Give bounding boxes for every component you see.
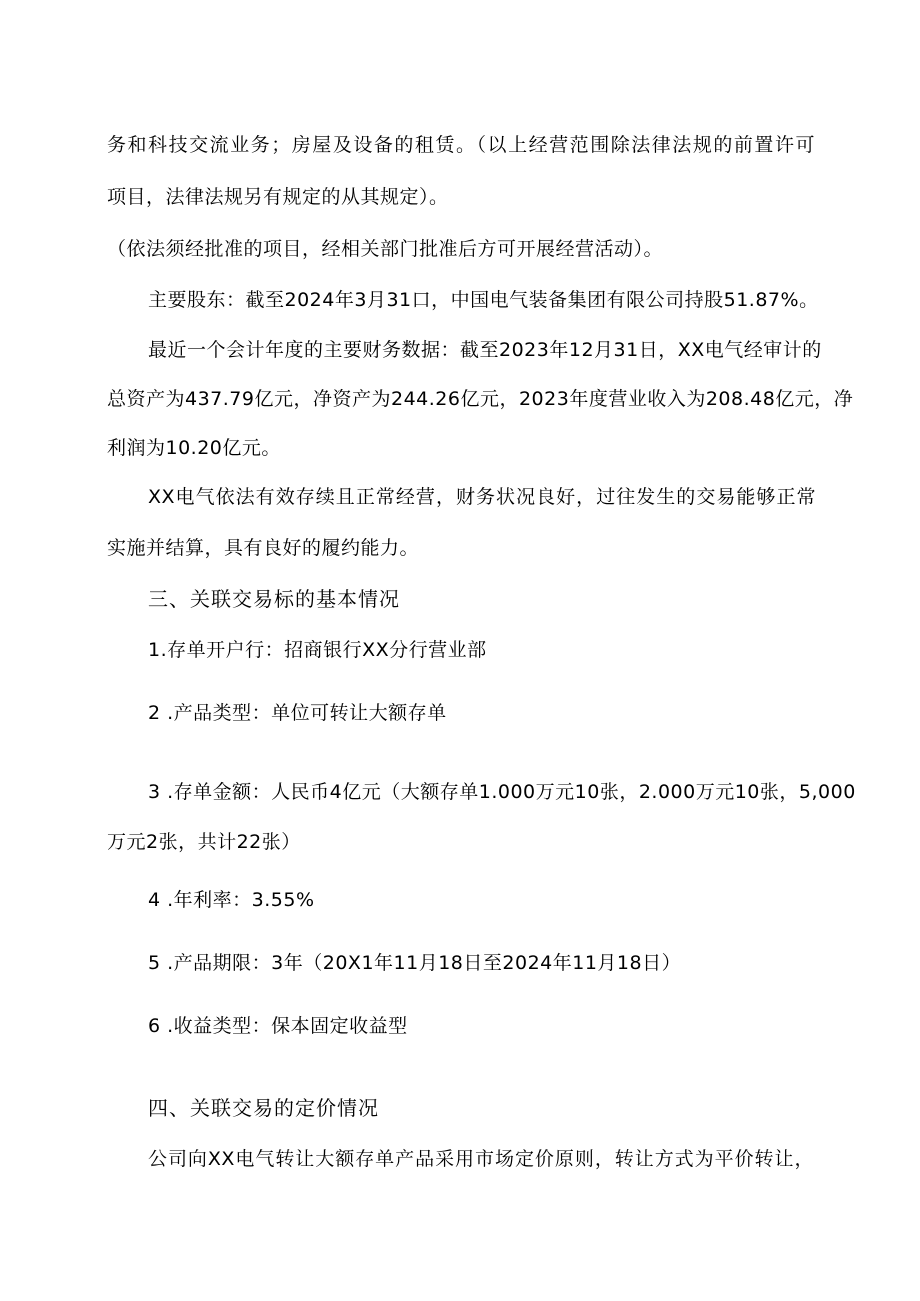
list-item: 6 .收益类型：保本固定收益型: [148, 1015, 408, 1037]
list-item: 2 .产品类型：单位可转让大额存单: [148, 702, 447, 724]
paragraph-line: 主要股东：截至2024年3月31口，中国电气装备集团有限公司持股51.87%。: [148, 289, 819, 311]
list-item: 3 .存单金额：人民币4亿元（大额存单1.000万元10张，2.000万元10张，5,000: [148, 781, 856, 803]
paragraph-line: 务和科技交流业务；房屋及设备的租赁。（以上经营范围除法律法规的前置许可: [107, 134, 815, 156]
paragraph-line: 利润为10.20亿元。: [107, 437, 281, 459]
paragraph-line: 公司向XX电气转让大额存单产品采用市场定价原则，转让方式为平价转让，: [148, 1148, 814, 1170]
list-item: 4 .年利率：3.55%: [148, 889, 315, 911]
section-heading: 四、关联交易的定价情况: [148, 1096, 379, 1120]
list-item-continuation: 万元2张，共计22张）: [107, 831, 301, 853]
list-item: 5 .产品期限：3年（20X1年11月18日至2024年11月18日）: [148, 952, 682, 974]
paragraph-line: 项目，法律法规另有规定的从其规定）。: [107, 186, 449, 208]
paragraph-line: 实施并结算，具有良好的履约能力。: [107, 537, 420, 559]
paragraph-line: （依法须经批准的项目，经相关部门批准后方可开展经营活动）。: [107, 238, 664, 260]
section-heading: 三、关联交易标的基本情况: [148, 587, 400, 611]
list-item: 1.存单开户行：招商银行XX分行营业部: [148, 639, 487, 661]
paragraph-line: 最近一个会计年度的主要财务数据：截至2023年12月31日，XX电气经审计的: [148, 339, 822, 361]
paragraph-line: 总资产为437.79亿元，净资产为244.26亿元，2023年度营业收入为208.48亿元，净: [107, 388, 854, 410]
paragraph-line: XX电气依法有效存续且正常经营，财务状况良好，过往发生的交易能够正常: [148, 486, 816, 508]
